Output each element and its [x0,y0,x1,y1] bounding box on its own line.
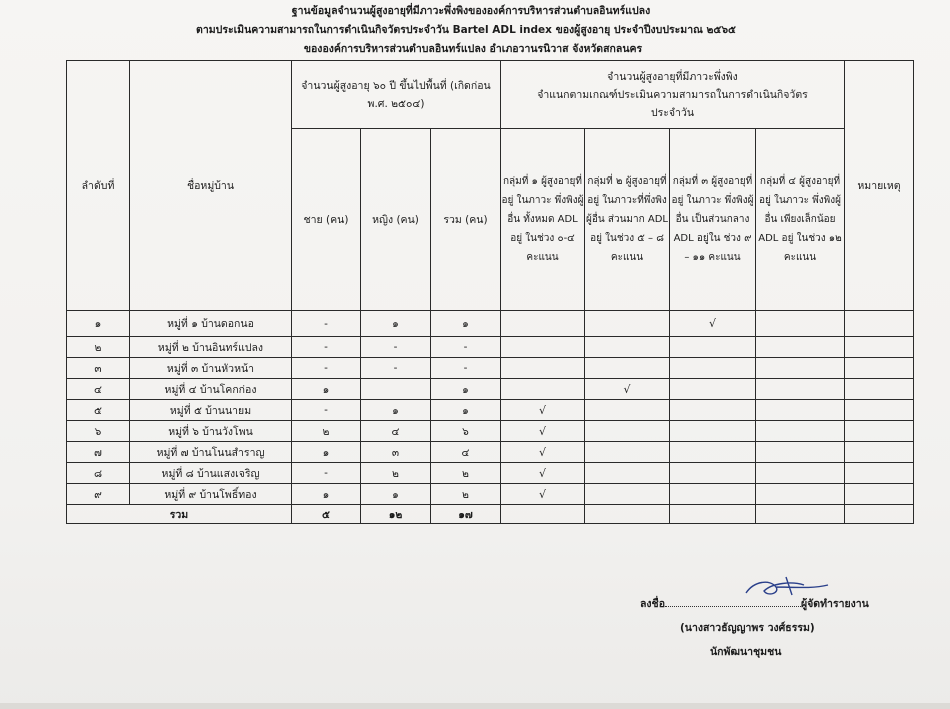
header-dependent-line2: จำแนกตามเกณฑ์ประเมินความสามารถในการดำเนินกิจวัตร [537,88,808,101]
total-g3 [670,505,756,524]
total-row [67,505,914,524]
table-row [67,421,914,442]
female-count: ๑ [361,400,431,421]
header-male: ชาย (คน) [292,129,361,311]
total-g2 [585,505,670,524]
row-no: ๗ [67,442,130,463]
group4-check [756,358,845,379]
group4-check [756,379,845,400]
group2-check [585,484,670,505]
group1-check: √ [501,463,585,484]
group2-check [585,311,670,337]
male-count: - [292,400,361,421]
row-no: ๙ [67,484,130,505]
remark-cell [845,379,914,400]
group1-check: √ [501,400,585,421]
group3-check [670,337,756,358]
female-count: - [361,337,431,358]
village-name: หมู่ที่ ๔ บ้านโคกก่อง [130,379,292,400]
remark-cell [845,358,914,379]
group3-check [670,484,756,505]
header-dependent-line1: จำนวนผู้สูงอายุที่มีภาวะพึ่งพิง [607,70,738,83]
group2-check: √ [585,379,670,400]
group4-check [756,484,845,505]
group3-check [670,358,756,379]
total-g4 [756,505,845,524]
signer-position: นักพัฒนาชุมชน [710,646,782,658]
group2-check [585,337,670,358]
total-count: - [431,337,501,358]
group4-check [756,421,845,442]
report-title-line1: ฐานข้อมูลจำนวนผู้สูงอายุที่มีภาวะพึ่งพิงขององค์การบริหารส่วนตำบลอินทร์แปลง [291,5,651,17]
village-name: หมู่ที่ ๖ บ้านวังโพน [130,421,292,442]
male-count: ๒ [292,421,361,442]
report-header [0,2,950,59]
group4-check [756,400,845,421]
row-no: ๑ [67,311,130,337]
header-dependent-group [501,61,845,129]
group1-check [501,311,585,337]
header-group1: กลุ่มที่ ๑ ผู้สูงอายุที่อยู่ ในภาวะ พึ่งพิงผู้อื่น ทั้งหมด ADL อยู่ ในช่วง ๐-๔ คะแนน [501,129,585,311]
group2-check [585,421,670,442]
village-name: หมู่ที่ ๑ บ้านดอกนอ [130,311,292,337]
header-village-name: ชื่อหมู่บ้าน [130,61,292,311]
group1-check [501,379,585,400]
sign-role: ผู้จัดทำรายงาน [801,598,869,610]
remark-cell [845,421,914,442]
header-total: รวม (คน) [431,129,501,311]
total-total: ๑๗ [431,505,501,524]
header-group2: กลุ่มที่ ๒ ผู้สูงอายุที่อยู่ ในภาวะที่พึ่งพิง ผู้อื่น ส่วนมาก ADL อยู่ ในช่วง ๕ – ๘ คะแนน [585,129,670,311]
female-count: ๓ [361,442,431,463]
male-count: - [292,311,361,337]
report-title-line2: ตามประเมินความสามารถในการดำเนินกิจวัตรประจำวัน Bartel ADL index ของผู้สูงอายุ ประจำปีงบประมาณ ๒๕๖๕ [196,24,736,36]
group4-check [756,442,845,463]
village-name: หมู่ที่ ๓ บ้านหัวหน้า [130,358,292,379]
group3-check [670,463,756,484]
village-name: หมู่ที่ ๙ บ้านโพธิ์ทอง [130,484,292,505]
row-no: ๕ [67,400,130,421]
signature-line [640,595,869,612]
group2-check [585,463,670,484]
group1-check [501,337,585,358]
remark-cell [845,484,914,505]
female-count: - [361,358,431,379]
group3-check [670,442,756,463]
group2-check [585,358,670,379]
total-count: ๒ [431,484,501,505]
row-no: ๓ [67,358,130,379]
header-remark: หมายเหตุ [845,61,914,311]
female-count: ๑ [361,484,431,505]
remark-cell [845,311,914,337]
elderly-dependency-table [66,60,914,524]
header-elderly-count: จำนวนผู้สูงอายุ ๖๐ ปี ขึ้นไปพื้นที่ (เกิดก่อน พ.ศ. ๒๕๐๔) [292,61,501,129]
total-count: ๖ [431,421,501,442]
remark-cell [845,442,914,463]
group1-check: √ [501,421,585,442]
remark-cell [845,400,914,421]
group3-check [670,379,756,400]
group4-check [756,311,845,337]
table-row [67,400,914,421]
total-count: ๒ [431,463,501,484]
header-dependent-line3: ประจำวัน [650,106,695,119]
village-name: หมู่ที่ ๕ บ้านนายม [130,400,292,421]
row-no: ๖ [67,421,130,442]
female-count: ๑ [361,311,431,337]
table-row [67,463,914,484]
table-row [67,484,914,505]
remark-cell [845,337,914,358]
table-row [67,379,914,400]
group1-check: √ [501,442,585,463]
village-name: หมู่ที่ ๒ บ้านอินทร์แปลง [130,337,292,358]
group1-check: √ [501,484,585,505]
male-count: - [292,358,361,379]
village-name: หมู่ที่ ๗ บ้านโนนสำราญ [130,442,292,463]
male-count: ๑ [292,484,361,505]
village-name: หมู่ที่ ๘ บ้านแสงเจริญ [130,463,292,484]
remark-cell [845,463,914,484]
table-row [67,337,914,358]
header-female: หญิง (คน) [361,129,431,311]
row-no: ๔ [67,379,130,400]
female-count: ๒ [361,463,431,484]
male-count: - [292,337,361,358]
group4-check [756,337,845,358]
total-count: ๔ [431,442,501,463]
table-row [67,311,914,337]
header-group4: กลุ่มที่ ๔ ผู้สูงอายุที่อยู่ ในภาวะ พึ่งพิงผู้อื่น เพียงเล็กน้อย ADL อยู่ ในช่วง ๑๒ คะแนน [756,129,845,311]
group3-check [670,400,756,421]
group2-check [585,442,670,463]
female-count: ๔ [361,421,431,442]
total-count: ๑ [431,379,501,400]
total-count: - [431,358,501,379]
total-label: รวม [67,505,292,524]
group4-check [756,463,845,484]
header-group3: กลุ่มที่ ๓ ผู้สูงอายุที่อยู่ ในภาวะ พึ่งพิงผู้อื่น เป็นส่วนกลาง ADL อยู่ใน ช่วง ๙ – ๑๑ คะแนน [670,129,756,311]
group3-check [670,421,756,442]
row-no: ๒ [67,337,130,358]
report-title-line3: ขององค์การบริหารส่วนตำบลอินทร์แปลง อำเภอวานรนิวาส จังหวัดสกลนคร [303,43,643,55]
female-count [361,379,431,400]
male-count: - [292,463,361,484]
sign-label: ลงชื่อ [640,598,665,610]
male-count: ๑ [292,379,361,400]
table-row [67,358,914,379]
header-row-no: ลำดับที่ [67,61,130,311]
signature-dots [665,596,801,607]
group3-check: √ [670,311,756,337]
total-count: ๑ [431,311,501,337]
total-remark [845,505,914,524]
male-count: ๑ [292,442,361,463]
page-bottom-edge [0,703,950,709]
signer-name: (นางสาวธัญญาพร วงศ์ธรรม) [680,622,815,634]
total-female: ๑๒ [361,505,431,524]
group2-check [585,400,670,421]
row-no: ๘ [67,463,130,484]
table-row [67,442,914,463]
group1-check [501,358,585,379]
total-count: ๑ [431,400,501,421]
total-male: ๕ [292,505,361,524]
total-g1 [501,505,585,524]
